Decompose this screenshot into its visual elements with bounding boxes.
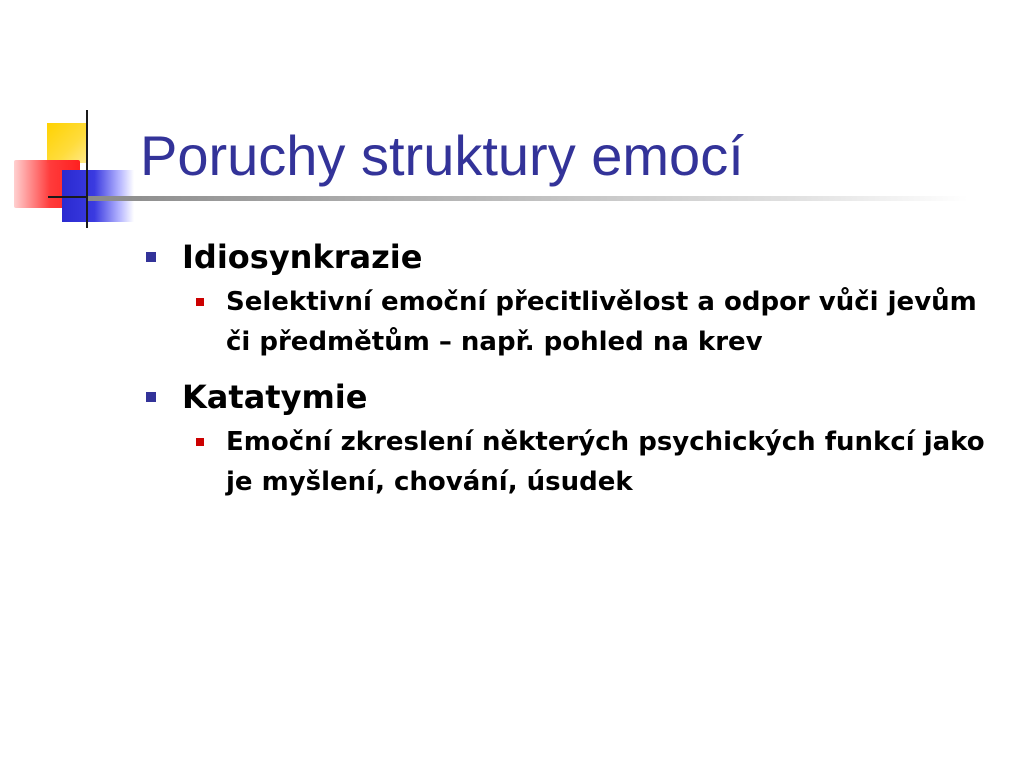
sub-bullet-item xyxy=(140,282,1000,362)
bullet-label: Katatymie xyxy=(182,378,368,416)
bullet-item-katatymie xyxy=(140,372,1000,422)
slide-title: Poruchy struktury emocí xyxy=(140,124,744,187)
sub-bullet-item xyxy=(140,422,1000,502)
square-bullet-icon xyxy=(196,438,204,446)
bullet-item-idiosynkrazie xyxy=(140,232,1000,282)
square-bullet-icon xyxy=(146,252,156,262)
yellow-square-decoration xyxy=(47,123,87,163)
vertical-line-decoration xyxy=(86,110,88,228)
bullet-label: Idiosynkrazie xyxy=(182,238,423,276)
slide-content xyxy=(140,232,1000,512)
sub-bullet-text: Emoční zkreslení některých psychických funkcí jako je myšlení, chování, úsudek xyxy=(226,427,985,497)
title-underline xyxy=(88,196,968,201)
sub-bullet-text: Selektivní emoční přecitlivělost a odpor vůči jevům či předmětům – např. pohled na krev xyxy=(226,287,977,357)
square-bullet-icon xyxy=(146,392,156,402)
corner-decoration xyxy=(0,0,160,240)
square-bullet-icon xyxy=(196,298,204,306)
